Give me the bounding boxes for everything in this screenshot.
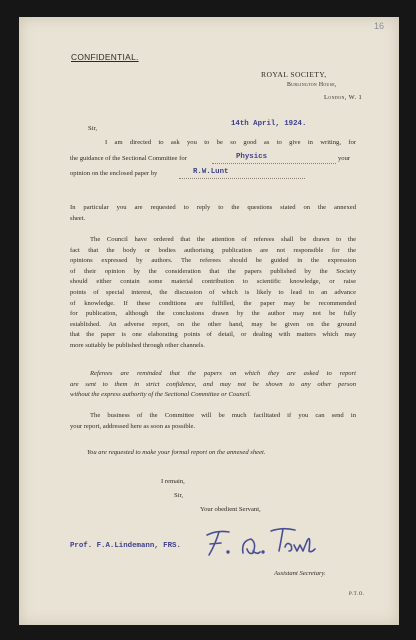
closing-remain: I remain, — [161, 478, 185, 485]
request-line-2-end: your — [338, 155, 351, 162]
text-line: points of special interest, the discussion of which is likely to lead to an advance — [70, 288, 356, 296]
author-fill-line — [179, 178, 305, 179]
council-paragraph — [70, 235, 356, 352]
text-line: should either contain some material contribution to scientific knowledge, or raise — [70, 278, 356, 286]
text-line: more suitably be published through other channels. — [70, 341, 205, 349]
committee-fill-line — [212, 163, 336, 164]
closing-servant: Your obedient Servant, — [200, 506, 261, 513]
committee-name: Physics — [236, 153, 268, 161]
text-line: that the paper is one elaborating points of detail, or dealing with matters which may — [70, 331, 356, 339]
request-line-1: I am directed to ask you to be so good as to give in writing, for — [105, 139, 356, 146]
text-line: The business of the Committee will be much facilitated if you can send in — [90, 412, 356, 419]
address-line-1: Burlington House, — [287, 82, 337, 88]
text-line: are sent to them in strict confidence, and may not be shown to any other person — [70, 380, 356, 388]
text-line: without the express authority of the Sectional Committee or Council. — [70, 391, 252, 399]
text-line: Referees are reminded that the papers on which they are asked to report — [90, 370, 356, 377]
closing-sir: Sir, — [174, 492, 184, 499]
pto-note: P.T.O. — [349, 592, 365, 597]
text-line: sheet. — [70, 214, 86, 222]
formal-report-note: You are requested to make your formal report on the annexed sheet. — [87, 449, 266, 456]
request-line-2-start: the guidance of the Sectional Committee for — [70, 155, 187, 162]
request-line-3-start: opinion on the enclosed paper by — [70, 170, 158, 177]
recipient-name: Prof. F.A.Lindemann, FRS. — [70, 542, 181, 550]
text-line: fact that the body or bodies authorising publication are not responsible for the — [70, 246, 356, 254]
handwritten-signature — [199, 521, 321, 568]
text-line: of knowledge. If these conditions are fulfilled, the paper may be recommended — [70, 299, 356, 307]
letter-date: 14th April, 1924. — [231, 120, 307, 128]
text-line: The Council have ordered that the attention of referees shall be drawn to the — [90, 236, 356, 243]
confidential-heading: CONFIDENTIAL. — [71, 52, 139, 62]
text-line: established. An adverse report, on the other hand, may be given on the ground — [70, 320, 356, 328]
page-number: 16 — [374, 21, 385, 31]
questions-paragraph — [70, 203, 356, 224]
text-line: opinions expressed by authors. The referees should be guided in the expression — [70, 257, 356, 265]
signature-graphic — [199, 521, 321, 563]
letter-sheet — [19, 17, 399, 625]
paper-author: R.W.Lunt — [193, 168, 229, 176]
text-line: your report, addressed here as soon as possible. — [70, 422, 196, 430]
business-paragraph — [70, 411, 356, 432]
salutation: Sir, — [88, 125, 98, 132]
signatory-title: Assistant Secretary. — [274, 570, 326, 577]
address-line-2: London, W. 1 — [324, 94, 363, 101]
text-line: In particular you are requested to reply to the questions stated on the annexed — [70, 204, 356, 211]
org-name: ROYAL SOCIETY, — [261, 70, 327, 79]
text-line: of their opinion by the consideration that the papers published by the Society — [70, 267, 356, 275]
referees-paragraph — [70, 369, 356, 401]
text-line: for publication, although the conclusions drawn by the author may not be fully — [70, 310, 356, 318]
